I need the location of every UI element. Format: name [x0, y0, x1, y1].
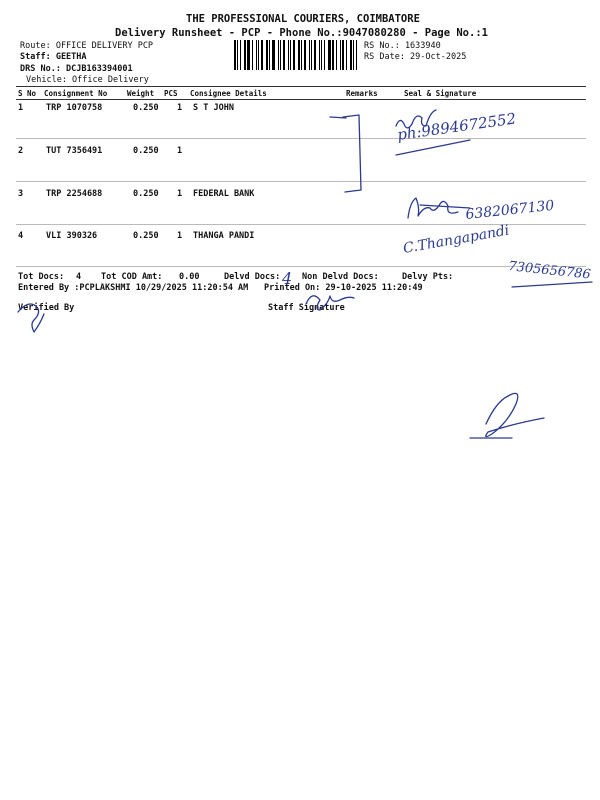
tot-cod-label: Tot COD Amt:: [101, 272, 163, 282]
staff-signature-label: Staff Signature: [268, 303, 345, 313]
row-sno: 1: [18, 103, 24, 113]
col-weight: Weight: [127, 89, 155, 98]
row4-name-ink: C.Thangapandi: [401, 222, 511, 257]
row3-signature-mark: [408, 198, 458, 218]
row-consignment: TRP 2254688: [46, 189, 103, 199]
row-pcs: 1: [177, 231, 183, 241]
col-sno: S No: [18, 89, 37, 98]
entered-by: Entered By :PCPLAKSHMI 10/29/2025 11:20:54 AM: [18, 283, 249, 293]
verified-by-signature-mark: [18, 304, 44, 332]
company-title: THE PROFESSIONAL COURIERS, COIMBATORE: [186, 13, 420, 25]
row-pcs: 1: [177, 189, 183, 199]
rs-number: RS No.: 1633940: [364, 41, 441, 51]
drs-number: DRS No.: DCJB163394001: [20, 64, 133, 74]
row-consignee: FEDERAL BANK: [193, 189, 255, 199]
delvy-pts-label: Delvy Pts:: [402, 272, 454, 282]
row4-underline-mark: [512, 282, 592, 287]
col-seal-signature: Seal & Signature: [404, 89, 477, 98]
row-pcs: 1: [177, 103, 183, 113]
row-weight: 0.250: [133, 231, 159, 241]
row-consignee: THANGA PANDI: [193, 231, 255, 241]
row-consignment: TRP 1070758: [46, 103, 103, 113]
row-consignment: VLI 390326: [46, 231, 98, 241]
row-sno: 2: [18, 146, 24, 156]
page-signature-mark: [486, 393, 544, 436]
row-weight: 0.250: [133, 189, 159, 199]
col-consignee: Consignee Details: [190, 89, 267, 98]
printed-on: Printed On: 29-10-2025 11:20:49: [264, 283, 423, 293]
row-weight: 0.250: [133, 146, 159, 156]
tot-docs-value: 4: [76, 272, 82, 282]
verified-by-label: Verified By: [18, 303, 75, 313]
runsheet-subtitle: Delivery Runsheet - PCP - Phone No.:9047080280 - Page No.:1: [115, 27, 488, 39]
row-weight: 0.250: [133, 103, 159, 113]
row4-phone-ink: 7305656786: [507, 259, 592, 283]
row-pcs: 1: [177, 146, 183, 156]
row-sno: 4: [18, 231, 24, 241]
row1-phone-ink: ph:9894672552: [396, 109, 518, 144]
row3-phone-ink: 6382067130: [464, 197, 556, 223]
remarks-bracket-mark: [343, 115, 361, 192]
col-pcs: PCS: [164, 89, 178, 98]
row-consignee: S T JOHN: [193, 103, 234, 113]
staff-signature-mark: [306, 296, 354, 310]
row-sno: 3: [18, 189, 24, 199]
tot-docs-label: Tot Docs:: [18, 272, 65, 282]
delvd-docs-ink: 4: [282, 269, 293, 288]
staff-text: Staff: GEETHA: [20, 52, 87, 62]
route-text: Route: OFFICE DELIVERY PCP: [20, 41, 154, 51]
rs-date: RS Date: 29-Oct-2025: [364, 52, 467, 62]
col-consignment: Consignment No: [44, 89, 108, 98]
vehicle-text: Vehicle: Office Delivery: [26, 75, 149, 85]
tot-cod-value: 0.00: [179, 272, 200, 282]
row-consignment: TUT 7356491: [46, 146, 103, 156]
delvd-docs-label: Delvd Docs:: [224, 272, 281, 282]
non-delvd-docs-label: Non Delvd Docs:: [302, 272, 379, 282]
col-remarks: Remarks: [346, 89, 378, 98]
